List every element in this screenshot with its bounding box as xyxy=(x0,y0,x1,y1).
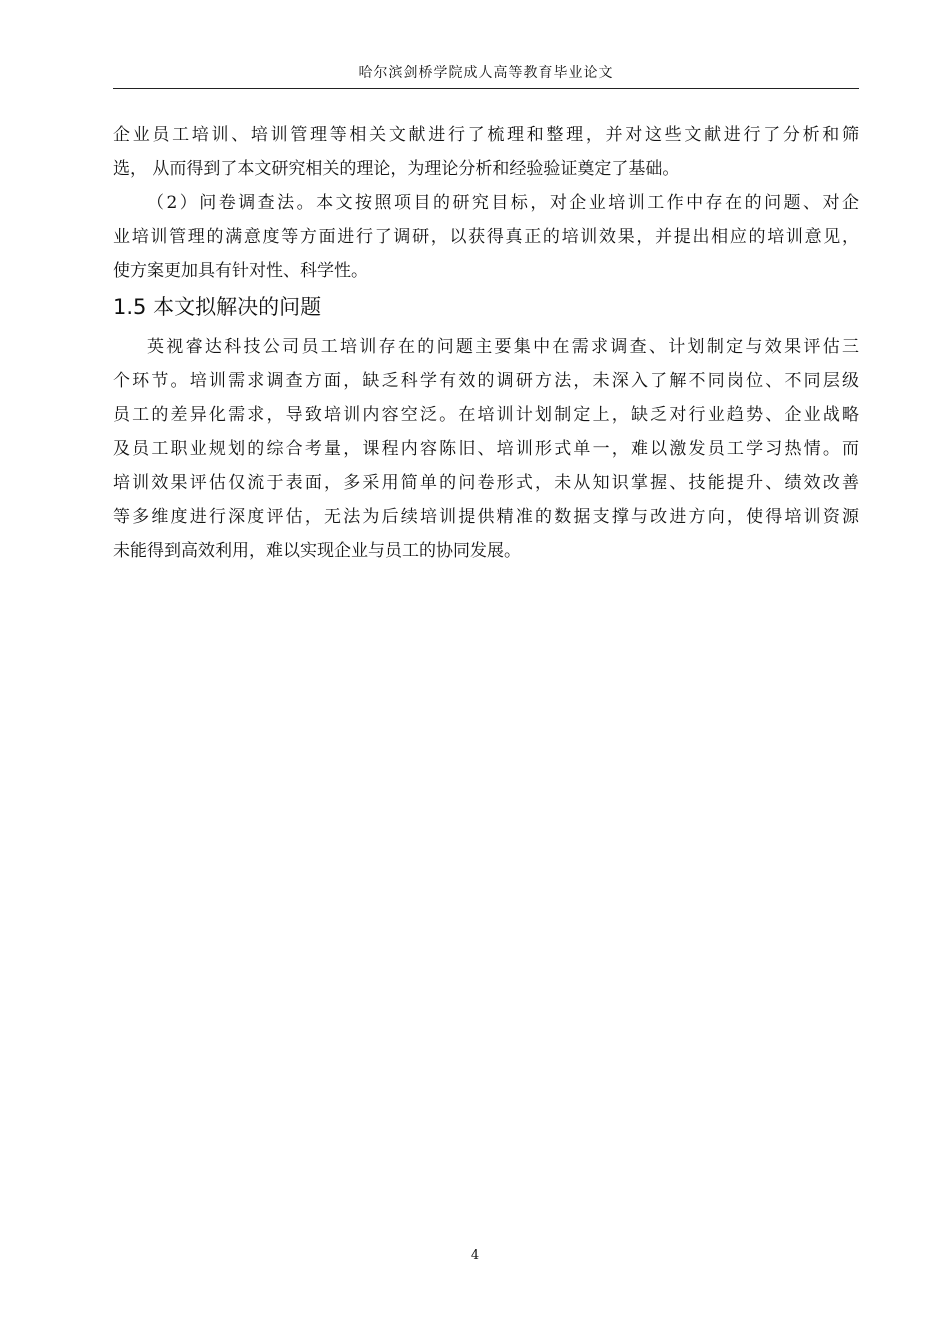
text-line: 业培训管理的满意度等方面进行了调研，以获得真正的培训效果，并提出相应的培训意见， xyxy=(113,227,859,247)
text-line: 未能得到高效利用，难以实现企业与员工的协同发展。 xyxy=(113,541,521,561)
document-body xyxy=(113,118,859,568)
page-header xyxy=(113,62,859,89)
text-line: （2）问卷调查法。本文按照项目的研究目标，对企业培训工作中存在的问题、对企 xyxy=(147,193,859,213)
text-line: 及员工职业规划的综合考量，课程内容陈旧、培训形式单一，难以激发员工学习热情。而 xyxy=(113,439,859,459)
text-line: 英视睿达科技公司员工培训存在的问题主要集中在需求调查、计划制定与效果评估三 xyxy=(147,337,859,357)
paragraph-literature-review xyxy=(113,118,859,186)
paragraph-problems xyxy=(113,330,859,568)
page-number: 4 xyxy=(470,1248,480,1263)
text-line: 员工的差异化需求，导致培训内容空泛。在培训计划制定上，缺乏对行业趋势、企业战略 xyxy=(113,405,859,425)
text-line: 等多维度进行深度评估，无法为后续培训提供精准的数据支撑与改进方向，使得培训资源 xyxy=(113,507,859,527)
text-line: 个环节。培训需求调查方面，缺乏科学有效的调研方法，未深入了解不同岗位、不同层级 xyxy=(113,371,859,391)
text-line: 企业员工培训、培训管理等相关文献进行了梳理和整理，并对这些文献进行了分析和筛 xyxy=(113,125,859,145)
text-line: 选， 从而得到了本文研究相关的理论，为理论分析和经验验证奠定了基础。 xyxy=(113,159,680,179)
text-line: 培训效果评估仅流于表面，多采用简单的问卷形式，未从知识掌握、技能提升、绩效改善 xyxy=(113,473,859,493)
text-line: 使方案更加具有针对性、科学性。 xyxy=(113,261,368,281)
header-title: 哈尔滨剑桥学院成人高等教育毕业论文 xyxy=(358,65,614,81)
section-heading: 1.5 本文拟解决的问题 xyxy=(113,295,322,319)
paragraph-questionnaire-method xyxy=(113,186,859,288)
